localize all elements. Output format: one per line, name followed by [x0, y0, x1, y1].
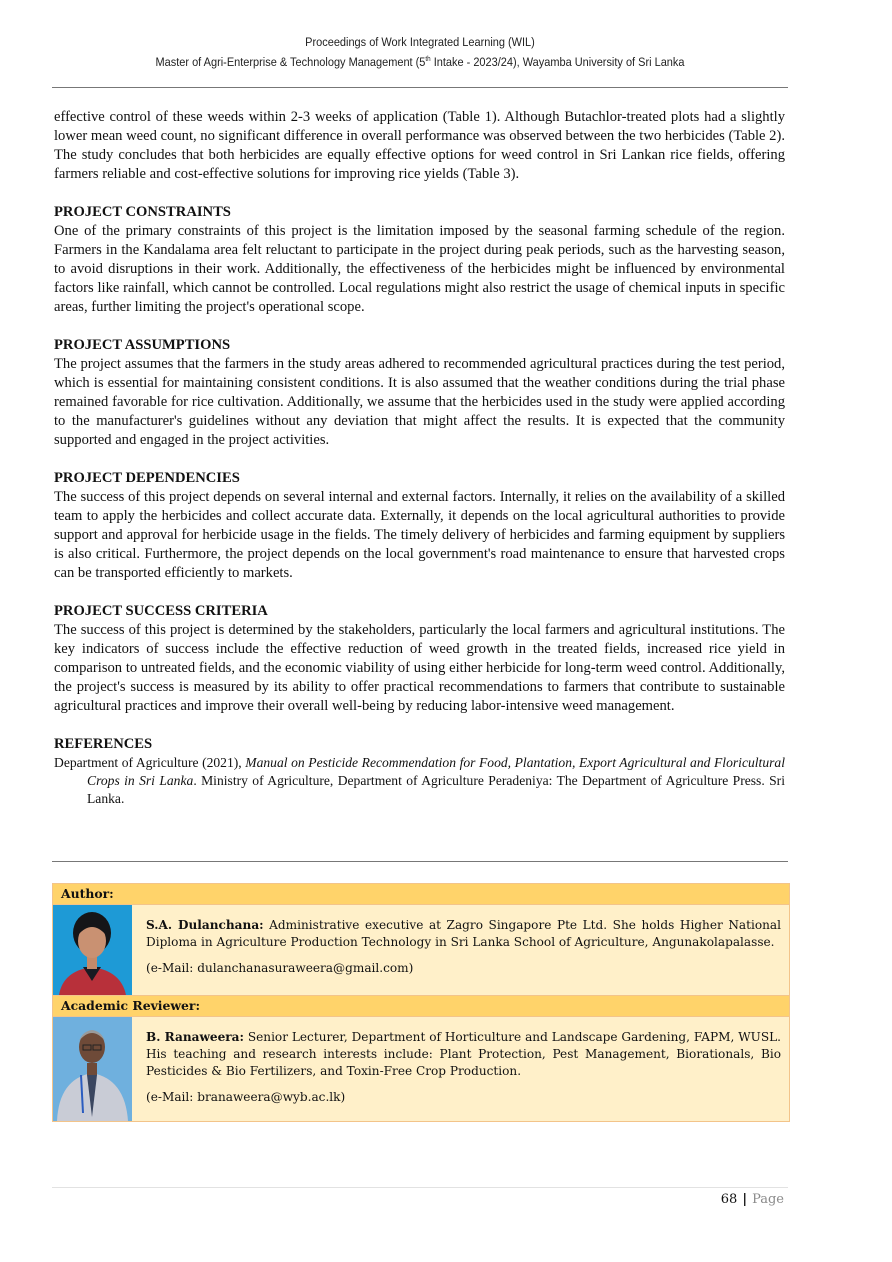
page-number: 68: [720, 1192, 738, 1207]
author-photo: [53, 905, 132, 995]
header-line-2-post: Intake - 2023/24), Wayamba University of Sri Lanka: [430, 55, 685, 70]
page-label: Page: [752, 1192, 784, 1207]
section-dependencies: [54, 469, 785, 583]
author-email[interactable]: (e-Mail: dulanchanasuraweera@gmail.com): [146, 961, 414, 975]
section-success-criteria: [54, 602, 785, 716]
section-heading: PROJECT ASSUMPTIONS: [54, 337, 231, 353]
section-paragraph: The project assumes that the farmers in the study areas adhered to recommended agricultural practices during the test period, which is essential for maintaining consistent conditions. It is also assumed that the weather conditions during the trial phase remained favorable for rice cultivation. Additionally, we assume that the herbicides used in the study were applied according to the manufacturer's guidelines without any deviation that might affect the results. It is expected that the community supported and engaged in the project activities.: [54, 356, 785, 448]
header-superscript: th: [425, 56, 431, 63]
reviewer-description: Senior Lecturer, Department of Horticulture and Landscape Gardening, FAPM, WUSL. His teaching and research interests include: Plant Protection, Pest Management, Biorationals, Bio Pesticides & Bio Fertilizers, and Toxin-Free Crop Production.: [146, 1030, 781, 1078]
content-divider: [52, 861, 788, 862]
references-heading: REFERENCES: [54, 736, 153, 752]
footer-divider: [52, 1187, 788, 1188]
reviewer-bio: [132, 1017, 789, 1121]
reviewer-email[interactable]: (e-Mail: branaweera@wyb.ac.lk): [146, 1090, 346, 1104]
section-assumptions: [54, 336, 785, 450]
section-heading: PROJECT CONSTRAINTS: [54, 204, 231, 220]
header-divider: [52, 87, 788, 88]
author-description: Administrative executive at Zagro Singapore Pte Ltd. She holds Higher National Diploma in Agriculture Production Technology in Sri Lanka School of Agriculture, Angunakolapalasse.: [146, 918, 782, 949]
section-heading: PROJECT DEPENDENCIES: [54, 470, 240, 486]
reference-author: Department of Agriculture (2021),: [54, 755, 246, 770]
contributors-box: [52, 883, 790, 1122]
section-paragraph: One of the primary constraints of this project is the limitation imposed by the seasonal farming schedule of the region. Farmers in the Kandalama area felt reluctant to participate in the project during peak periods, such as the harvesting season, to avoid disruptions in their work. Additionally, the effectiveness of the herbicides might be influenced by environmental factors like rainfall, which cannot be controlled. Local regulations might also restrict the usage of chemical inputs in specific areas, further limiting the project's operational scope.: [54, 223, 785, 315]
header-line-1: Proceedings of Work Integrated Learning (WIL): [305, 35, 535, 49]
section-references: [54, 735, 785, 808]
page-number-footer: [721, 1192, 784, 1207]
reviewer-label: Academic Reviewer:: [53, 995, 789, 1017]
reviewer-photo: [53, 1017, 132, 1121]
header-line-2: [89, 51, 751, 71]
author-bio: [132, 905, 789, 995]
reviewer-name: B. Ranaweera:: [146, 1030, 244, 1044]
intro-paragraph: effective control of these weeds within 2-3 weeks of application (Table 1). Although Butachlor-treated plots had a slightly lower mean weed count, no significant difference in overall performance was observed between the two herbicides (Table 2). The study concludes that both herbicides are equally effective options for weed control in Sri Lankan rice fields, offering farmers reliable and cost-effective solutions for improving rice yields (Table 3).: [54, 109, 785, 182]
reference-item: [54, 754, 785, 808]
header-line-2-pre: Master of Agri-Enterprise & Technology Management (5: [155, 55, 426, 70]
reference-publisher: . Ministry of Agriculture, Department of Agriculture Peradeniya: The Department of Agriculture Press. Sri Lanka.: [87, 773, 785, 806]
author-name: S.A. Dulanchana:: [146, 918, 264, 932]
section-paragraph: The success of this project depends on several internal and external factors. Internally, it relies on the availability of a skilled team to apply the herbicides and collect accurate data. Externally, it depends on the local agricultural authorities to provide support and approval for herbicide usage in the fields. The timely delivery of herbicides and farming equipment by suppliers is also critical. Furthermore, the project depends on the local government's road maintenance to ensure that harvested crops can be transported efficiently to markets.: [54, 489, 785, 581]
reviewer-portrait-icon: [53, 1017, 132, 1121]
section-heading: PROJECT SUCCESS CRITERIA: [54, 603, 268, 619]
main-content: [54, 108, 785, 808]
author-row: [53, 905, 789, 995]
reference-title: Manual on Pesticide Recommendation for Food, Plantation, Export Agricultural and Floricultural Crops in Sri Lanka: [87, 755, 785, 788]
author-label: Author:: [53, 884, 789, 905]
page-separator: |: [742, 1192, 748, 1207]
running-header: [89, 34, 751, 71]
reviewer-row: [53, 1017, 789, 1121]
author-portrait-icon: [53, 905, 132, 995]
section-paragraph: The success of this project is determined by the stakeholders, particularly the local farmers and agricultural institutions. The key indicators of success include the effective reduction of weed growth in the treated fields, increased rice yield in comparison to untreated fields, and the economic viability of using either herbicide for long-term weed control. Additionally, the project's success is measured by its ability to offer practical recommendations to farmers that contribute to sustainable agricultural practices and improve their overall well-being by reducing labor-intensive weed management.: [54, 622, 785, 714]
section-constraints: [54, 203, 785, 317]
